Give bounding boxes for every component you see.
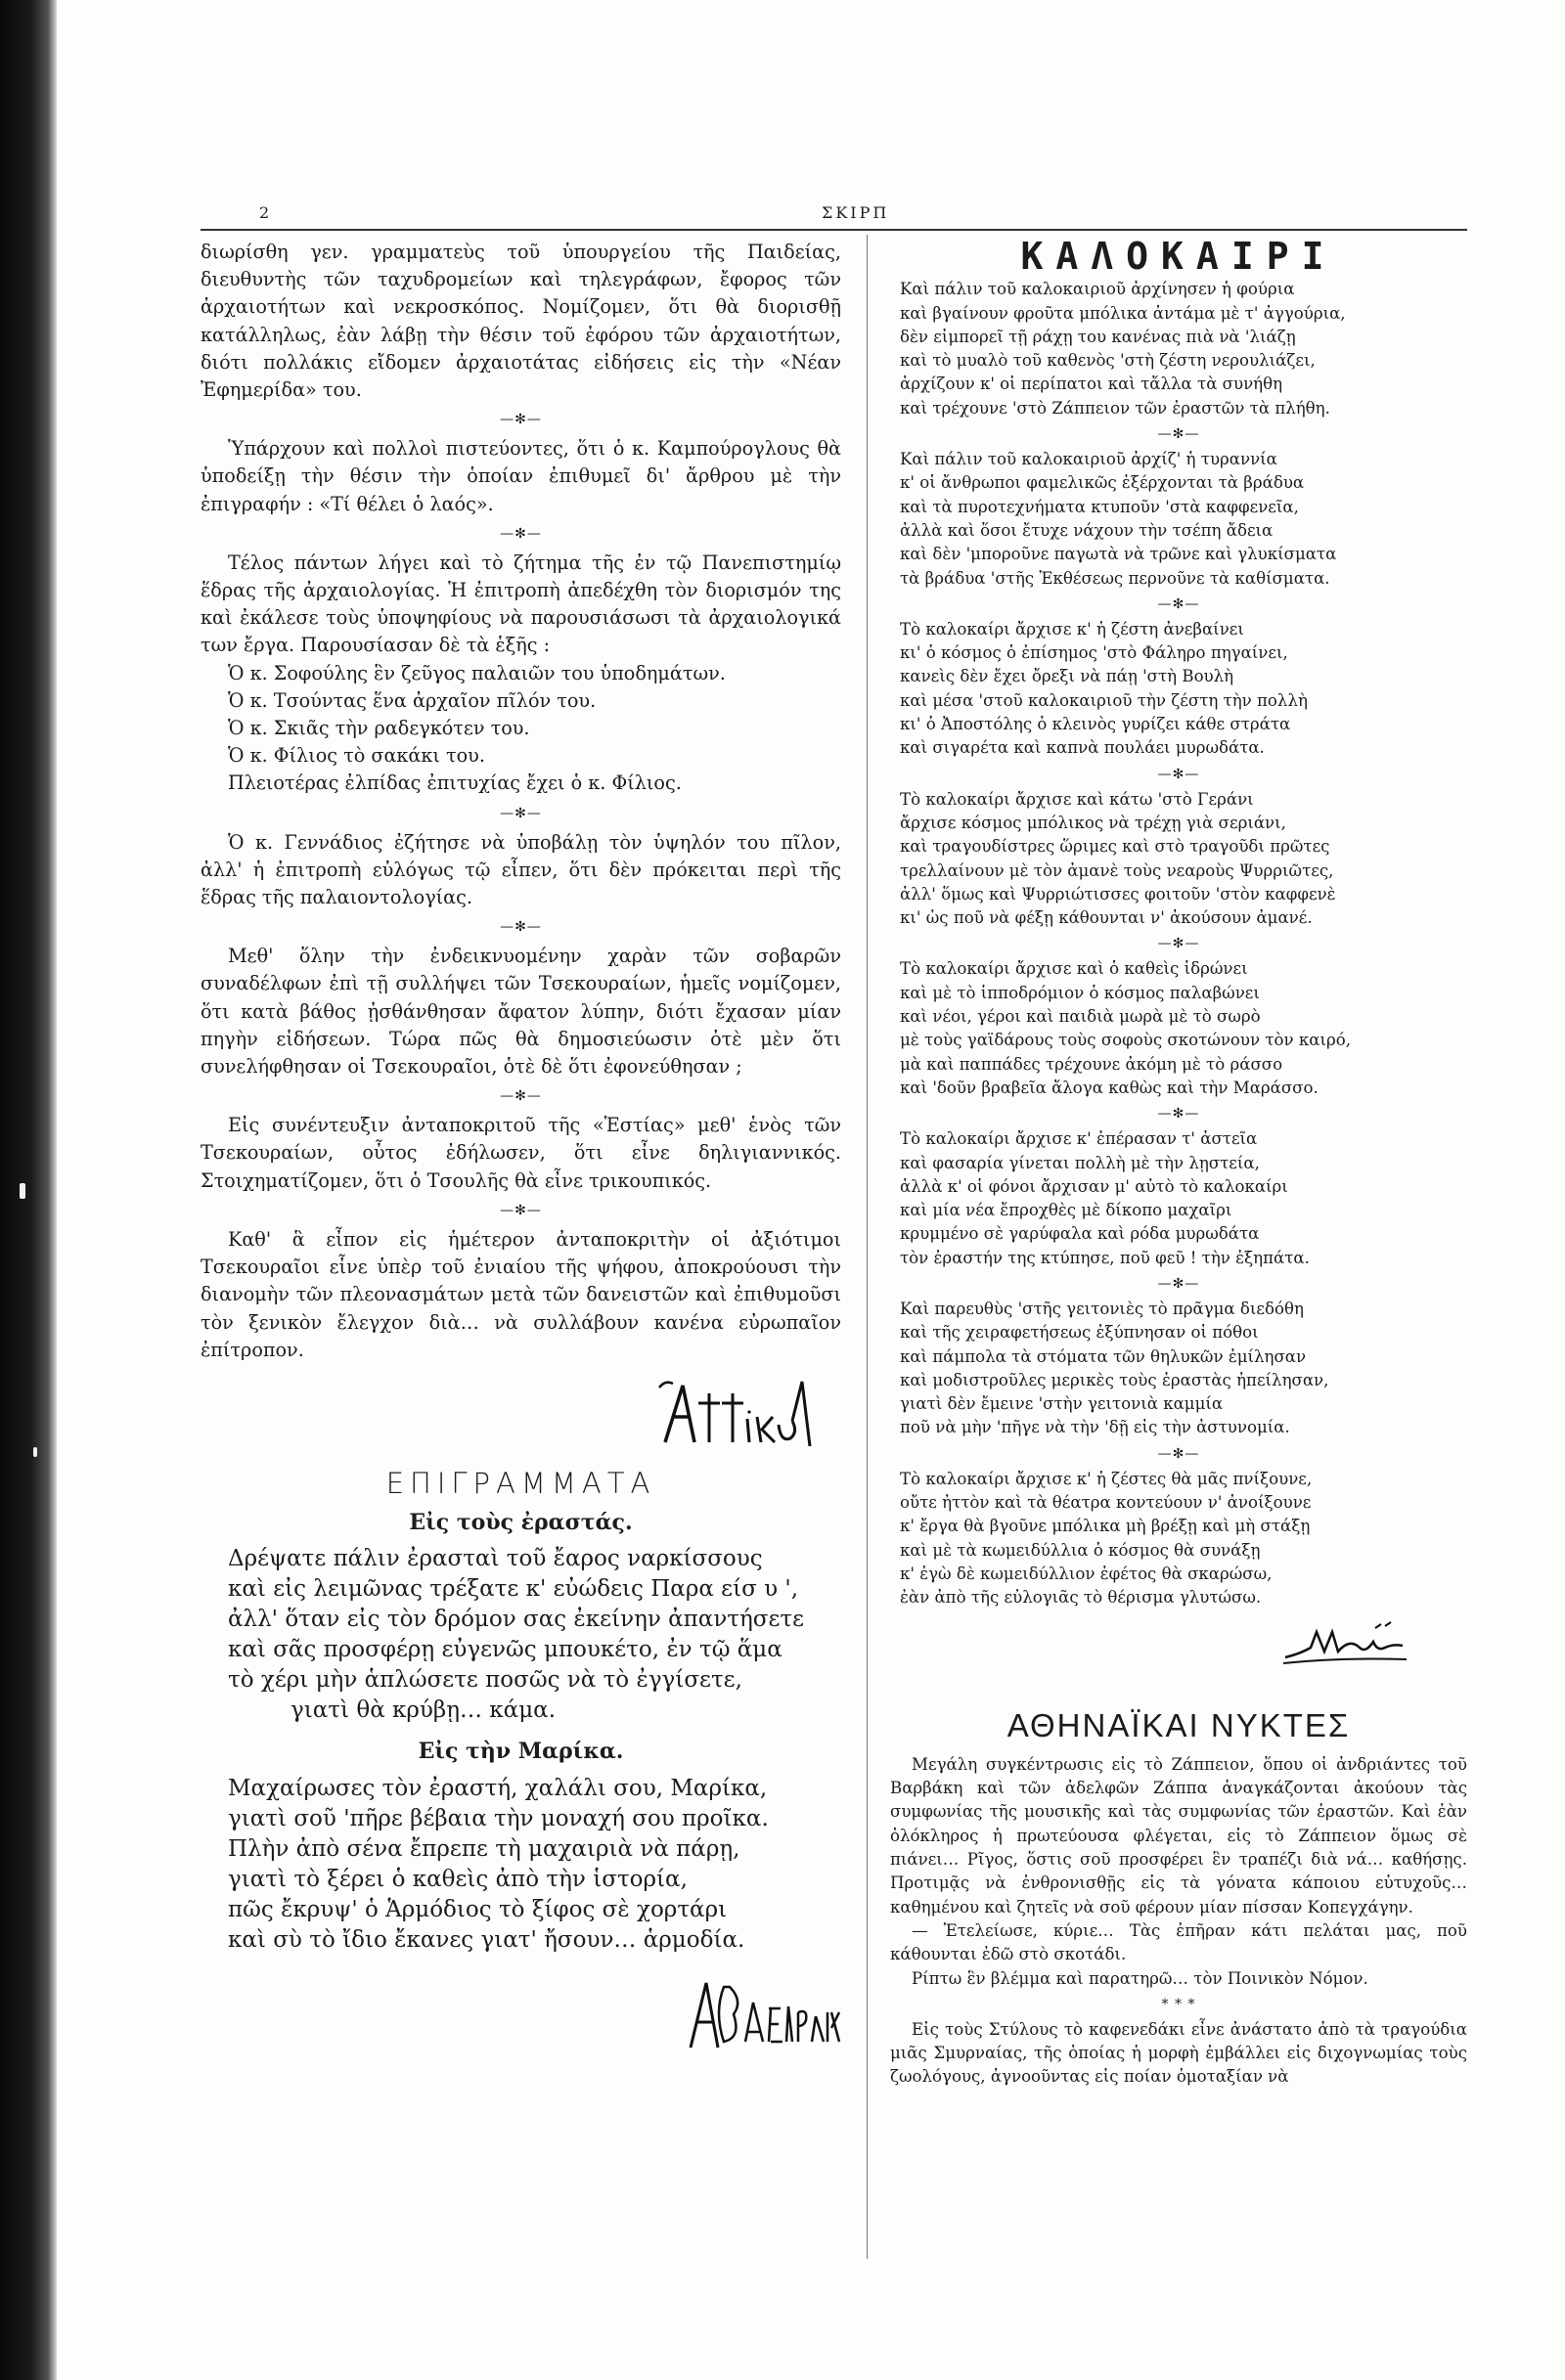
poem-line: Τὸ καλοκαίρι ἄρχισε κ' ἡ ζέστη ἀνεβαίνει bbox=[900, 619, 1244, 639]
signature-vd bbox=[685, 1973, 841, 2051]
list-item: Ὁ κ. Τσούντας ἕνα ἀρχαῖον πῖλόν του. bbox=[228, 688, 597, 712]
ornament-separator: —✻— bbox=[1157, 766, 1200, 782]
poem-line: καὶ τραγουδίστρες ὥριμες καὶ στὸ τραγοῦδι πρῶτες bbox=[900, 837, 1330, 857]
poem-line: ἀλλὰ καὶ ὅσοι ἔτυχε νάχουν τὴν τσέπη ἄδεια bbox=[900, 520, 1274, 540]
poem-line: καὶ εἰς λειμῶνας τρέξατε κ' εὐώδεις Παρα είσ υ ', bbox=[228, 1576, 799, 1603]
poem-line: κ' ἔργα θὰ βγοῦνε μπόλικα μὴ βρέξῃ καὶ μὴ στάξῃ bbox=[900, 1517, 1311, 1536]
poem-line: τὸ χέρι μὴν ἁπλώσετε ποσῶς νὰ τὸ ἐγγίσετε, bbox=[228, 1667, 742, 1694]
poem-line: μὲ τοὺς γαϊδάρους τοὺς σοφοὺς σκοτώνουν τὸν καιρό, bbox=[900, 1031, 1351, 1050]
poem-line: Τὸ καλοκαίρι ἄρχισε κ' ἡ ζέστες θὰ μᾶς πνίξουνε, bbox=[900, 1469, 1313, 1488]
poem-line: καὶ τὰ πυροτεχνήματα κτυποῦν 'στὰ καφφενεῖα, bbox=[900, 497, 1299, 516]
poem-line: τὸν ἐραστήν της κτύπησε, ποῦ φεῦ ! τὴν ἐξηπάτα. bbox=[900, 1248, 1310, 1267]
ornament-separator: —✻— bbox=[1157, 936, 1200, 952]
paragraph: Ὑπάρχουν καὶ πολλοὶ πιστεύοντες, ὅτι ὁ κ. Καμπούρογλους θὰ ὑποδείξῃ τὴν θέσιν τὴν ὁποίαν ἐπιθυμεῖ δι' ἄρθρου μὲ τὴν ἐπιγραφήν : «Τί θέλει ὁ λαός». bbox=[201, 437, 841, 515]
poem-line: ἀλλὰ κ' οἱ φόνοι ἄρχισαν μ' αὐτὸ τὸ καλοκαίρι bbox=[900, 1176, 1288, 1196]
page-number: 2 bbox=[259, 203, 270, 222]
stanza bbox=[890, 448, 1467, 591]
poem-line: κανεὶς δὲν ἔχει ὄρεξι νὰ πάῃ 'στὴ Βουλὴ bbox=[900, 667, 1234, 686]
poem-title: Εἰς τοὺς ἐραστάς. bbox=[409, 1510, 633, 1536]
poem-line: τὰ βράδυα 'στῆς Ἐκθέσεως περνοῦνε τὰ καθίσματα. bbox=[900, 568, 1330, 588]
poem-line: καὶ σιγαρέτα καὶ καπνὰ πουλάει μυρωδάτα. bbox=[900, 738, 1265, 758]
poem-line: Δρέψατε πάλιν ἐρασταὶ τοῦ ἔαρος ναρκίσσους bbox=[228, 1546, 763, 1572]
list-item: Ὁ κ. Σοφούλης ἓν ζεῦγος παλαιῶν του ὑποδημάτων. bbox=[228, 661, 726, 684]
stanza bbox=[890, 1468, 1467, 1610]
poem-line: καὶ τὸ μυαλὸ τοῦ καθενὸς 'στὴ ζέστη νερουλιάζει, bbox=[900, 351, 1316, 371]
poem-line: Καὶ πάλιν τοῦ καλοκαιριοῦ ἀρχίνησεν ἡ φούρια bbox=[900, 280, 1295, 299]
poem-line: κι' ὁ κόσμος ὁ ἐπίσημος 'στὸ Φάληρο πηγαίνει, bbox=[900, 643, 1288, 663]
poem-line: δὲν εἰμπορεῖ τῇ ράχῃ του κανένας πιὰ νὰ 'λιάζῃ bbox=[900, 327, 1296, 346]
poem-line: καὶ μοδιστροῦλες μερικὲς τοὺς ἐραστὰς ἠπείλησαν, bbox=[900, 1370, 1329, 1389]
poem-line: μὰ καὶ παππάδες τρέχουνε ἀκόμη μὲ τὸ ράσσο bbox=[900, 1054, 1283, 1074]
list-item: Ὁ κ. Φίλιος τὸ σακάκι του. bbox=[228, 744, 485, 768]
nyktes-title: ΑΘΗΝΑΪΚΑΙ ΝΥΚΤΕΣ bbox=[1006, 1706, 1351, 1743]
poem-line: καὶ μέσα 'στοῦ καλοκαιριοῦ τὴν ζέστη τὴν πολλὴ bbox=[900, 690, 1308, 710]
ornament-separator: —✻— bbox=[500, 412, 542, 428]
poem-line: Τὸ καλοκαίρι ἄρχισε καὶ κάτω 'στὸ Γεράνι bbox=[900, 789, 1254, 809]
poem-line: κι' ὡς ποῦ νὰ φέξῃ κάθουνται ν' ἀκούσουν ἀμανέ. bbox=[900, 908, 1313, 928]
poem-line: καὶ μὲ τὸ ἱπποδρόμιον ὁ κόσμος παλαβώνει bbox=[900, 983, 1260, 1002]
poem-line: καὶ πάμπολα τὰ στόματα τῶν θηλυκῶν ἐμίλησαν bbox=[900, 1346, 1307, 1366]
paragraph: Μεθ' ὅλην τὴν ἐνδεικνυομένην χαρὰν τῶν σοβαρῶν συναδέλφων ἐπὶ τῇ συλλήψει τῶν Τσεκουραίων, ἡμεῖς νομίζομεν, ὅτι κατὰ βάθος ᾐσθάνθησαν ἄφατον λύπην, διότι ἔχασαν μίαν πηγὴν εἰδήσεων. Τώρα πῶς θὰ δημοσιεύωσιν ὁτὲ μὲν ὅτι συνελήφθησαν οἱ Τσεκουραῖοι, ὁτὲ δὲ ὅτι ἐφονεύθησαν ; bbox=[201, 945, 841, 1079]
poem-line: Καὶ πάλιν τοῦ καλοκαιριοῦ ἀρχίζ' ἡ τυραννία bbox=[900, 450, 1277, 469]
poem-line: Καὶ παρευθὺς 'στῆς γειτονιὲς τὸ πρᾶγμα διεδόθη bbox=[900, 1299, 1304, 1318]
ornament-separator: —✻— bbox=[1157, 426, 1200, 443]
poem-line: ἐὰν ἀπὸ τῆς εὐλογιᾶς τὸ θέρισμα γλυτώσω. bbox=[900, 1588, 1262, 1608]
paragraph: Εἰς συνέντευξιν ἀνταποκριτοῦ τῆς «Ἑστίας» μεθ' ἑνὸς τῶν Τσεκουραίων, οὗτος ἐδήλωσεν, ὅτι εἶνε δηλιγιαννικός. Στοιχηματίζομεν, ὅτι ὁ Τσουλῆς θὰ εἶνε τρικουπικός. bbox=[201, 1114, 841, 1192]
poem-line: κρυμμένο σὲ γαρύφαλα καὶ ρόδα μυρωδάτα bbox=[900, 1224, 1260, 1244]
poem-line: κ' ἐγὼ δὲ κωμειδύλλιον ἐφέτος θὰ σκαρώσω, bbox=[900, 1564, 1273, 1583]
list-item: Ὁ κ. Σκιᾶς τὴν ραδεγκότεν του. bbox=[228, 717, 530, 740]
paragraph: Ρίπτω ἓν βλέμμα καὶ παρατηρῶ… τὸν Ποινικὸν Νόμον. bbox=[912, 1968, 1368, 1988]
paragraph: διωρίσθη γεν. γραμματεὺς τοῦ ὑπουργείου τῆς Παιδείας, διευθυντὴς τῶν ταχυδρομείων καὶ τηλεγράφων, ἔφορος τῶν ἀρχαιοτήτων καὶ νεκροσκόπος. Νομίζομεν, ὅτι θὰ διορισθῇ κατάλληλως, ἐὰν λάβῃ τὴν θέσιν τοῦ ἐφόρου τῶν ἀρχαιοτήτων, διότι πολλάκις εἴδομεν ἀρχαιοτάτας εἰδήσεις εἰς τὴν «Νέαν Ἐφημερίδα» του. bbox=[201, 241, 841, 402]
poem-line: οὔτε ἠττὸν καὶ τὰ θέατρα κοντεύουν ν' ἀνοίξουνε bbox=[900, 1493, 1312, 1513]
ornament-separator: —✻— bbox=[500, 805, 542, 821]
paragraph: Εἰς τοὺς Στύλους τὸ καφενεδάκι εἶνε ἀνάστατο ἀπὸ τὰ τραγούδια μιᾶς Σμυρναίας, τῆς ὁποίας ἡ μορφὴ ἐμβάλλει εἰς διχογνωμίας τοὺς ζωολόγους, ἀγνοοῦντας εἰς ποίαν ὁμοταξίαν νὰ bbox=[890, 2019, 1467, 2087]
poem-line: γιατὶ σοῦ 'πῆρε βέβαια τὴν μοναχή σου προῖκα. bbox=[228, 1805, 769, 1831]
poem-line: Τὸ καλοκαίρι ἄρχισε καὶ ὁ καθεὶς ἱδρώνει bbox=[900, 959, 1248, 979]
poem-line: καὶ νέοι, γέροι καὶ παιδιὰ μωρὰ μὲ τὸ σωρὸ bbox=[900, 1007, 1261, 1027]
poem-line: καὶ τρέχουνε 'στὸ Ζάππειον τῶν ἐραστῶν τὰ πλήθη. bbox=[900, 398, 1330, 418]
header-rule bbox=[201, 229, 1467, 231]
poem-line: καὶ φασαρία γίνεται πολλὴ μὲ τὴν λῃστεία, bbox=[900, 1153, 1260, 1172]
poem-line: καὶ σᾶς προσφέρῃ εὐγενῶς μπουκέτο, ἐν τῷ ἅμα bbox=[228, 1637, 782, 1663]
stanza bbox=[890, 278, 1467, 420]
poem-line: Τὸ καλοκαίρι ἄρχισε κ' ἐπέρασαν τ' ἀστεῖα bbox=[900, 1129, 1258, 1149]
ornament-separator: —✻— bbox=[500, 525, 542, 542]
poem-line: ποῦ νὰ μὴν 'πῆγε νὰ τὴν 'δῇ εἰς τὴν ἀστυνομία. bbox=[900, 1418, 1290, 1437]
poem-line: καὶ δὲν 'μποροῦνε παγωτὰ νὰ τρῶνε καὶ γλυκίσματα bbox=[900, 545, 1337, 564]
signature-mastis bbox=[1281, 1618, 1467, 1667]
stanza bbox=[890, 618, 1467, 761]
paragraph: Μεγάλη συγκέντρωσις εἰς τὸ Ζάππειον, ὅπου οἱ ἀνδριάντες τοῦ Βαρβάκη καὶ τῶν ἀδελφῶν Ζάππα ἀναγκάζονται ἀκούουν τὰς συμφωνίας τῆς μουσικῆς καὶ τὰς συμφωνίας τῶν ἐραστῶν. Καὶ ἐὰν ὁλόκληρος ἡ πρωτεύουσα φλέγεται, εἰς τὸ Ζάππειον ὅμως σὲ πιάνει… Ρῖγος, ὅστις σοῦ προσφέρει ἓν τραπέζι διὰ νά… καθήσῃς. Προτιμᾷς νὰ ἐνθρονισθῇς εἰς τὰ γόνατα κάποιου εὐτυχοῦς… καθημένου καὶ ζητεῖς νὰ σοῦ φέρουν μίαν πίσσαν Κοπεγχάγην. bbox=[890, 1754, 1467, 1917]
scan-edge bbox=[0, 0, 57, 2380]
column-divider bbox=[867, 235, 868, 2259]
stanza bbox=[890, 957, 1467, 1100]
paragraph: Ὁ κ. Γεννάδιος ἐζήτησε νὰ ὑποβάλῃ τὸν ὑψηλόν του πῖλον, ἀλλ' ἡ ἐπιτροπὴ εὐλόγως τῷ εἶπεν, ὅτι δὲν πρόκειται περὶ τῆς ἕδρας τῆς παλαιοντολογίας. bbox=[201, 830, 841, 909]
ornament-separator: —✻— bbox=[1157, 595, 1200, 612]
left-column bbox=[201, 239, 841, 2051]
poem-line: καὶ 'δοῦν βραβεῖα ἄλογα καθὼς καὶ τὴν Μαράσσο. bbox=[900, 1078, 1319, 1097]
kalokairi-title: ΚΑΛΟΚΑΙΡΙ bbox=[1020, 235, 1337, 278]
paragraph: Πλειοτέρας ἐλπίδας ἐπιτυχίας ἔχει ὁ κ. Φίλιος. bbox=[228, 771, 682, 795]
ornament-separator: —✻— bbox=[500, 919, 542, 936]
epigrammata-title: ΕΠΙΓΡΑΜΜΑΤΑ bbox=[385, 1466, 656, 1500]
ornament-separator: —✻— bbox=[1157, 1445, 1200, 1462]
paragraph: Τέλος πάντων λήγει καὶ τὸ ζήτημα τῆς ἐν τῷ Πανεπιστημίῳ ἕδρας τῆς ἀρχαιολογίας. Ἡ ἐπιτροπὴ ἀπεδέχθη τὸν διορισμόν της καὶ ἐκάλεσε τοὺς ὑποψηφίους νὰ παρουσιάσωσι τὰ ἀρχαιολογικά των ἔργα. Παρουσίασαν δὲ τὰ ἑξῆς : bbox=[201, 551, 841, 657]
stanza bbox=[890, 1298, 1467, 1440]
asterism: * * * bbox=[1161, 1996, 1196, 2012]
poem-line: καὶ σὺ τὸ ἴδιο ἔκανες γιατ' ἤσουν… ἁρμοδία. bbox=[228, 1926, 745, 1953]
running-head: ΣΚΙΡΠ bbox=[822, 203, 890, 222]
poem-line: γιατὶ τὸ ξέρει ὁ καθεὶς ἀπὸ τὴν ἱστορία, bbox=[228, 1866, 688, 1892]
poem-line: ἀλλ' ὅμως καὶ Ψυρριώτισσες φοιτοῦν 'στὸν καφφενὲ bbox=[900, 884, 1336, 904]
paragraph: — Ἐτελείωσε, κύριε… Τὰς ἐπῆραν κάτι πελάται μας, ποῦ κάθουνται ἐδῶ στὸ σκοτάδι. bbox=[890, 1920, 1467, 1964]
ornament-separator: —✻— bbox=[500, 1088, 542, 1105]
poem-line: τρελλαίνουν μὲ τὸν ἀμανὲ τοὺς νεαροὺς Ψυρριῶτες, bbox=[900, 860, 1334, 880]
poem-line: καὶ μὲ τὰ κωμειδύλλια ὁ κόσμος θὰ συνάξῃ bbox=[900, 1540, 1261, 1560]
ornament-separator: —✻— bbox=[1157, 1275, 1200, 1292]
poem-line: ἀρχίζουν κ' οἱ περίπατοι καὶ τἄλλα τὰ συνήθη bbox=[900, 375, 1283, 394]
poem-title: Εἰς τὴν Μαρίκα. bbox=[418, 1739, 624, 1765]
poem-line: καὶ τῆς χειραφετήσεως ἐξύπνησαν οἱ πόθοι bbox=[900, 1323, 1259, 1343]
ornament-separator: —✻— bbox=[1157, 1106, 1200, 1123]
stanza bbox=[890, 1127, 1467, 1270]
poem-line: γιατὶ θὰ κρύβῃ… κάμα. bbox=[291, 1697, 557, 1724]
poem-line: κι' ὁ Ἀποστόλης ὁ κλεινὸς γυρίζει κάθε στράτα bbox=[900, 715, 1291, 734]
stanza bbox=[890, 788, 1467, 931]
poem-line: Μαχαίρωσες τὸν ἐραστή, χαλάλι σου, Μαρίκα, bbox=[228, 1775, 768, 1801]
poem-line: καὶ βγαίνουν φροῦτα μπόλικα ἀντάμα μὲ τ' ἀγγούρια, bbox=[900, 303, 1346, 323]
poem-line: Πλὴν ἀπὸ σένα ἔπρεπε τὴ μαχαιριὰ νὰ πάρῃ, bbox=[228, 1835, 740, 1862]
ornament-separator: —✻— bbox=[500, 1202, 542, 1218]
right-column bbox=[890, 235, 1467, 2090]
poem-line: γιατὶ δὲν ἔμεινε 'στὴν γειτονιὰ καμμία bbox=[900, 1394, 1224, 1414]
paragraph: Καθ' ἃ εἶπον εἰς ἡμέτερον ἀνταποκριτὴν οἱ ἀξιότιμοι Τσεκουραῖοι εἶνε ὑπὲρ τοῦ ἐνιαίου τῆς ψήφου, ἀποκρούουσι τὴν διανομὴν τῶν πλεονασμάτων μετὰ τῶν δανειστῶν καὶ ἐπιθυμοῦσι τὸν ξενικὸν ἔλεγχον διὰ… νὰ συλλάβουν κανένα εὐρωπαῖον ἐπίτροπον. bbox=[201, 1227, 841, 1361]
poem-line: ἀλλ' ὅταν εἰς τὸν δρόμον σας ἐκείνην ἀπαντήσετε bbox=[228, 1607, 805, 1633]
poem-line: ἄρχισε κόσμος μπόλικος νὰ τρέχῃ γιὰ σεριάνι, bbox=[900, 813, 1286, 832]
signature-attikos bbox=[655, 1374, 841, 1452]
poem-line: πῶς ἔκρυψ' ὁ Ἁρμόδιος τὸ ξίφος σὲ χορτάρι bbox=[228, 1896, 728, 1922]
poem-line: καὶ μία νέα ἔπροχθὲς μὲ δίκοπο μαχαῖρι bbox=[900, 1201, 1232, 1220]
poem-line: κ' οἱ ἄνθρωποι φαμελικῶς ἐξέρχονται τὰ βράδυα bbox=[900, 473, 1305, 493]
